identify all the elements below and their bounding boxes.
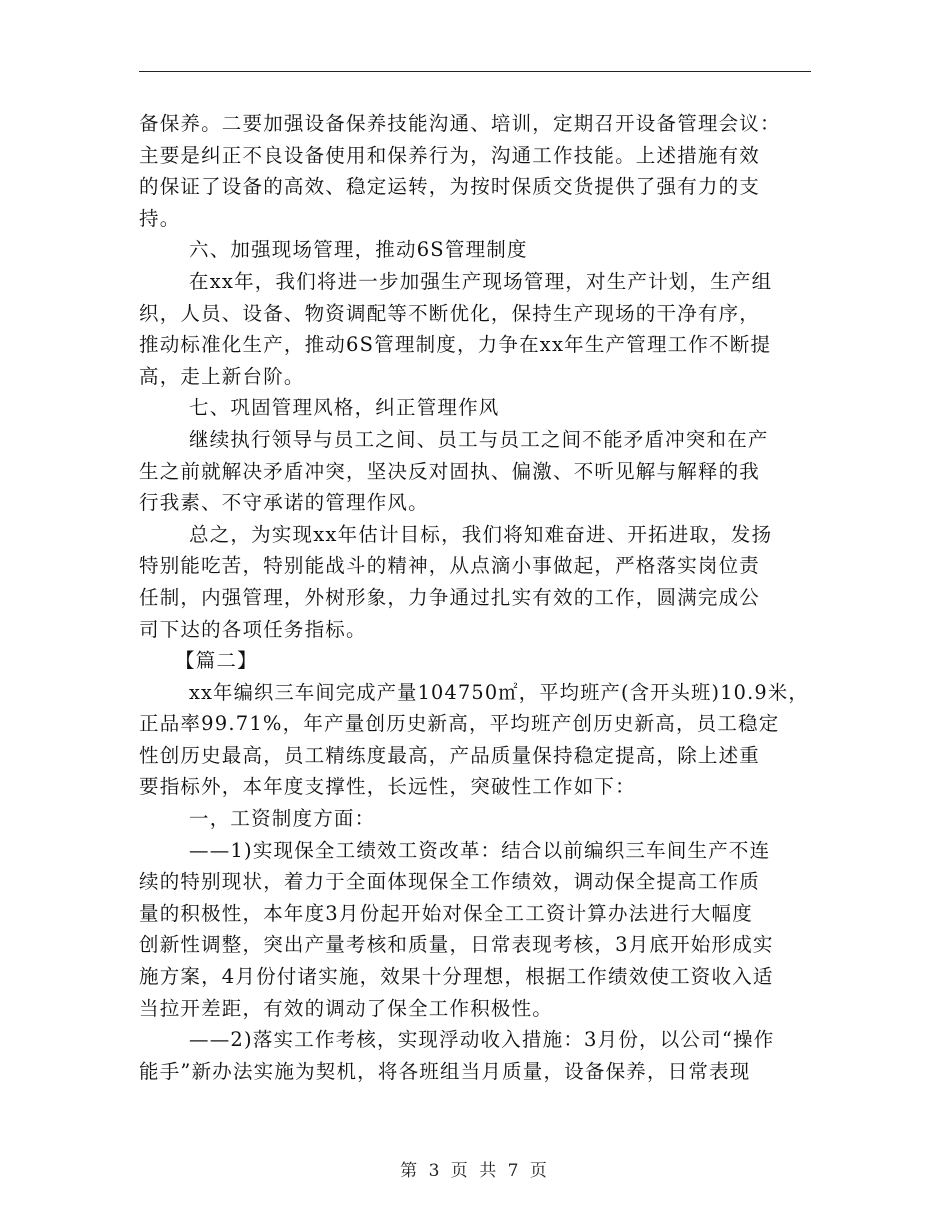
text-line: 行我素、不守承诺的管理作风。: [139, 491, 429, 515]
text-line: 司下达的各项任务指标。: [139, 617, 367, 641]
text-line: 备保养。二要加强设备保养技能沟通、培训，定期召开设备管理会议：: [139, 112, 781, 135]
text-line: 主要是纠正不良设备使用和保养行为，沟通工作技能。上述措施有效: [139, 143, 761, 167]
text-line: 总之，为实现xx年估计目标，我们将知难奋进、开拓进取，发扬: [189, 522, 773, 546]
text-line: 高，走上新台阶。: [139, 364, 305, 388]
text-line: 任制，内强管理，外树形象，力争通过扎实有效的工作，圆满完成公: [139, 585, 761, 609]
header-rule: [139, 71, 811, 72]
section-heading: 【篇二】: [175, 649, 258, 673]
text-line: 能手”新办法实施为契机，将各班组当月质量，设备保养，日常表现: [139, 1059, 751, 1083]
text-line: ——2)落实工作考核，实现浮动收入措施：3月份，以公司“操作: [189, 1028, 775, 1052]
text-line: 持。: [139, 206, 181, 230]
section-heading: 七、巩固管理风格，纠正管理作风: [189, 396, 500, 420]
text-line: 在xx年，我们将进一步加强生产现场管理，对生产计划，生产组: [189, 269, 773, 293]
text-line: 施方案，4月份付诸实施，效果十分理想，根据工作绩效使工资收入适: [139, 965, 774, 989]
text-line: 特别能吃苦，特别能战斗的精神，从点滴小事做起，严格落实岗位责: [139, 554, 761, 578]
document-body: [139, 108, 811, 1087]
text-line: 生之前就解决矛盾冲突，坚决反对固执、偏激、不听见解与解释的我: [139, 459, 761, 483]
text-line: ——1)实现保全工绩效工资改革：结合以前编织三车间生产不连: [189, 838, 771, 862]
page-footer: 第 3 页 共 7 页: [400, 1161, 550, 1181]
section-heading: 一，工资制度方面：: [189, 807, 376, 831]
text-line: 的保证了设备的高效、稳定运转，为按时保质交货提供了强有力的支: [139, 175, 761, 199]
text-line: xx年编织三车间完成产量104750㎡，平均班产(含开头班)10.9米，: [189, 680, 809, 704]
text-line: 量的积极性，本年度3月份起开始对保全工工资计算办法进行大幅度: [139, 901, 753, 925]
text-line: 推动标准化生产，推动6S管理制度，力争在xx年生产管理工作不断提: [139, 333, 772, 357]
text-line: 要指标外，本年度支撑性，长远性，突破性工作如下：: [139, 775, 636, 799]
text-line: 织，人员、设备、物资调配等不断优化，保持生产现场的干净有序，: [139, 301, 761, 325]
text-line: 继续执行领导与员工之间、员工与员工之间不能矛盾冲突和在产: [189, 427, 769, 451]
section-heading: 六、加强现场管理，推动6S管理制度: [189, 238, 528, 262]
text-line: 续的特别现状，着力于全面体现保全工作绩效，调动保全提高工作质: [139, 870, 761, 894]
text-line: 创新性调整，突出产量考核和质量，日常表现考核，3月底开始形成实: [139, 933, 774, 957]
text-line: 当拉开差距，有效的调动了保全工作积极性。: [139, 996, 554, 1020]
text-line: 性创历史最高，员工精练度最高，产品质量保持稳定提高，除上述重: [139, 743, 761, 767]
text-line: 正品率99.71%，年产量创历史新高，平均班产创历史新高，员工稳定: [139, 712, 780, 736]
